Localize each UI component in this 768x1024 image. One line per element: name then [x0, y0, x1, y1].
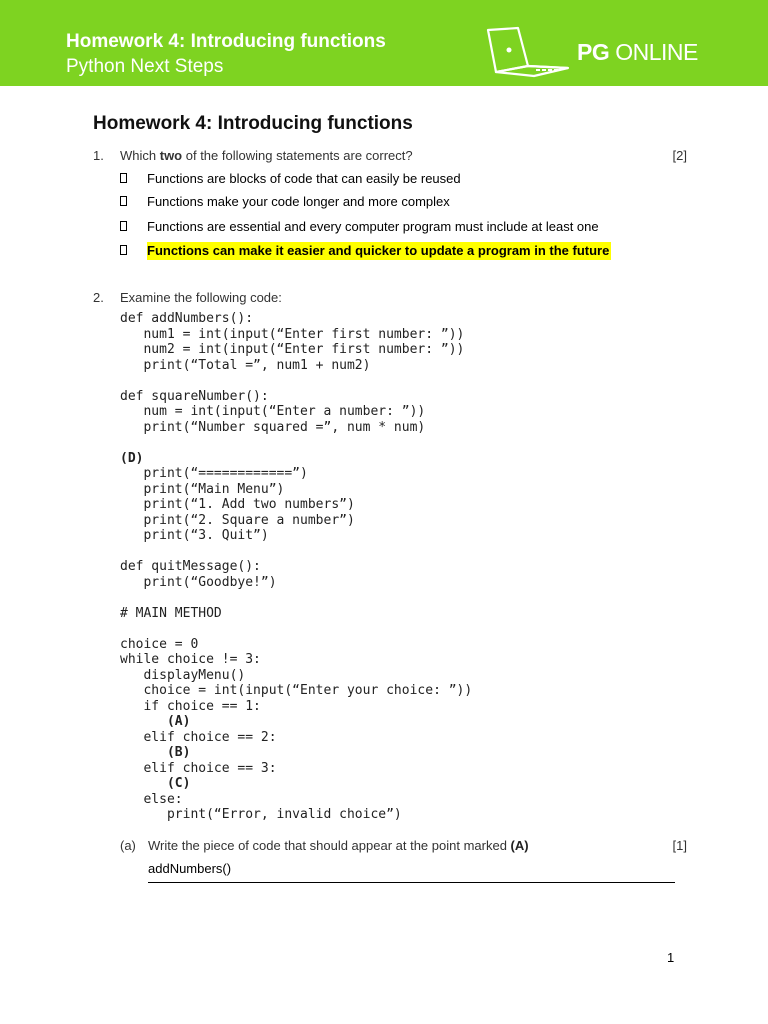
question-1-number: 1.	[93, 148, 104, 163]
code-line: print(“Total =”, num1 + num2)	[120, 357, 371, 373]
checkbox-icon[interactable]	[120, 221, 127, 231]
code-line: (A)	[120, 714, 191, 729]
code-line: print(“2. Square a number”)	[120, 512, 355, 528]
header-subtitle: Python Next Steps	[66, 56, 224, 77]
part-a-prompt: Write the piece of code that should appear at the point marked	[148, 838, 511, 853]
logo-light: ONLINE	[615, 39, 698, 65]
q1-text-before: Which	[120, 148, 160, 163]
code-line: print(“============”)	[120, 466, 308, 481]
code-line: print(“Main Menu”)	[120, 481, 285, 497]
checkbox-icon[interactable]	[120, 173, 127, 183]
code-line: num2 = int(input(“Enter first number: ”))	[120, 342, 465, 357]
code-line: (D)	[120, 450, 144, 466]
header-title: Homework 4: Introducing functions	[66, 31, 386, 52]
code-line: num = int(input(“Enter a number: ”))	[120, 404, 426, 419]
checkbox-icon[interactable]	[120, 245, 127, 255]
code-line	[120, 544, 472, 560]
code-line: # MAIN METHOD	[120, 605, 222, 621]
code-line: (B)	[120, 745, 191, 760]
page-header	[0, 0, 768, 86]
part-a-text	[148, 838, 529, 853]
part-a-marker: (A)	[510, 838, 529, 853]
code-line: num1 = int(input(“Enter first number: ”))	[120, 326, 465, 342]
question-2-number: 2.	[93, 290, 104, 305]
code-line: displayMenu()	[120, 667, 246, 683]
code-line: choice = int(input(“Enter your choice: ”))	[120, 683, 473, 698]
q1-text-after: of the following statements are correct?	[182, 148, 413, 163]
question-1-text	[120, 148, 413, 163]
option-text: Functions are blocks of code that can easily be reused	[147, 171, 461, 186]
code-line	[120, 590, 472, 606]
logo-bold: PG	[577, 39, 610, 65]
code-line: def addNumbers():	[120, 311, 254, 326]
part-a-answer[interactable]: addNumbers()	[148, 861, 232, 876]
page-number: 1	[667, 950, 675, 965]
code-line: def quitMessage():	[120, 559, 261, 574]
code-line: print(“3. Quit”)	[120, 528, 269, 543]
code-line: elif choice == 3:	[120, 760, 277, 776]
code-line	[120, 373, 472, 389]
code-line: print(“Number squared =”, num * num)	[120, 419, 426, 435]
option-text: Functions are essential and every computer program must include at least one	[147, 219, 599, 234]
answer-underline	[148, 882, 675, 883]
pg-online-logo	[484, 26, 724, 78]
code-line: print(“1. Add two numbers”)	[120, 497, 355, 512]
laptop-icon	[484, 26, 576, 78]
code-line: print(“Goodbye!”)	[120, 574, 277, 590]
option-text-highlighted: Functions can make it easier and quicker to update a program in the future	[147, 243, 610, 258]
code-line: (C)	[120, 776, 191, 791]
code-line	[120, 435, 472, 451]
option-text: Functions make your code longer and more complex	[147, 194, 450, 209]
question-2-text: Examine the following code:	[120, 290, 282, 305]
code-line: def squareNumber():	[120, 388, 269, 404]
logo-wordmark	[577, 39, 698, 66]
part-a-marks: [1]	[672, 838, 687, 853]
code-line: while choice != 3:	[120, 652, 261, 667]
code-line: elif choice == 2:	[120, 729, 277, 745]
checkbox-icon[interactable]	[120, 196, 127, 206]
q1-text-bold: two	[159, 148, 183, 163]
code-line	[120, 621, 472, 637]
code-line: else:	[120, 791, 183, 807]
document-title: Homework 4: Introducing functions	[93, 113, 413, 134]
code-line: choice = 0	[120, 636, 199, 652]
code-line: if choice == 1:	[120, 698, 261, 714]
part-a-label: (a)	[120, 838, 136, 853]
code-line: print(“Error, invalid choice”)	[120, 807, 402, 822]
question-1-marks: [2]	[672, 148, 687, 163]
code-block	[120, 311, 472, 823]
